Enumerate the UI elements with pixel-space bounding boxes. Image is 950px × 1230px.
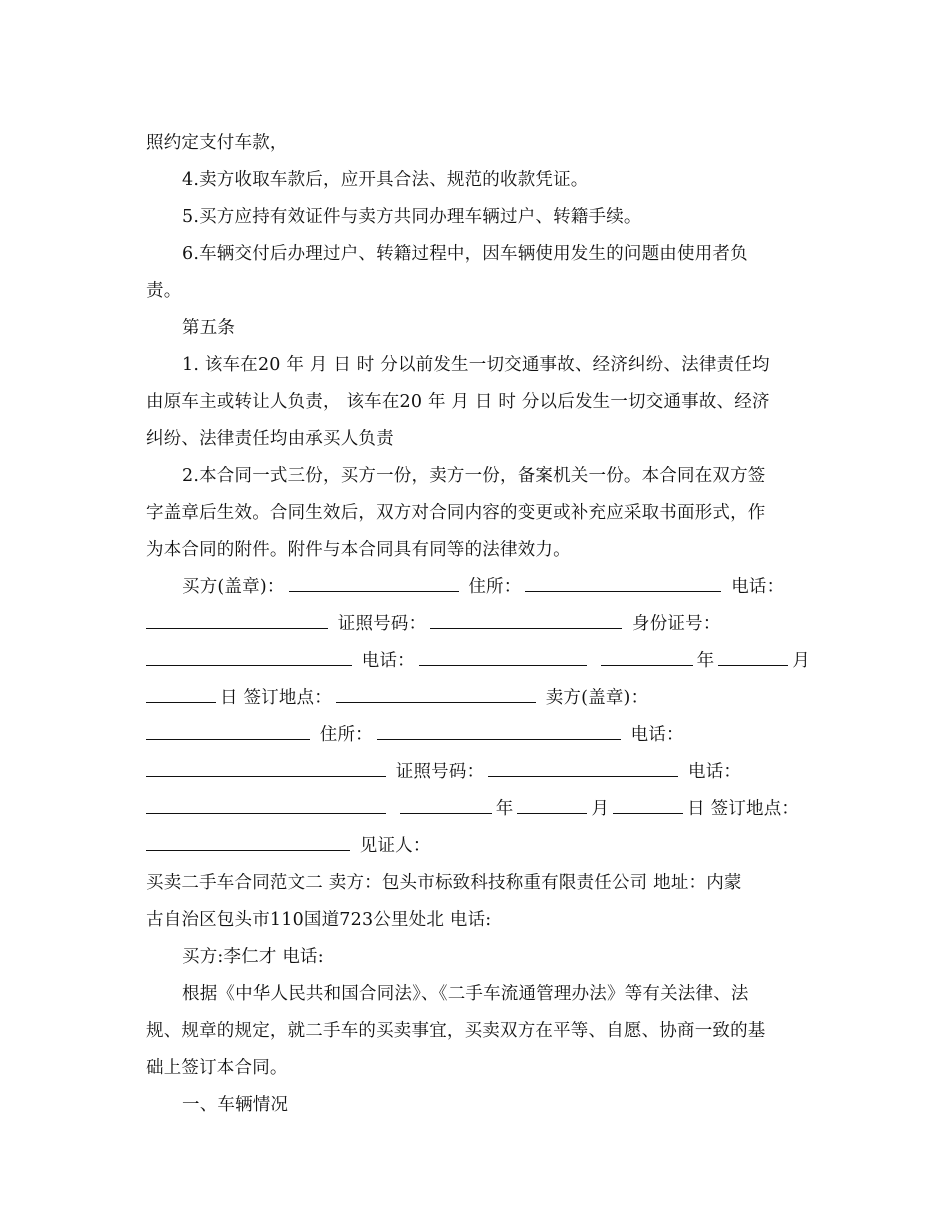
buyer-seal-blank xyxy=(289,575,459,592)
seller-seal-blank xyxy=(146,723,310,740)
month-blank xyxy=(517,797,587,814)
license-no-blank xyxy=(488,760,678,777)
phone-label: 电话： xyxy=(630,725,684,745)
day-blank xyxy=(146,686,216,703)
seller-seal-label: 卖方(盖章)： xyxy=(545,688,649,708)
text-line: 2.本合同一式三份，买方一份，卖方一份，备案机关一份。本合同在双方签 xyxy=(182,466,766,486)
form-line xyxy=(146,686,806,710)
phone-label: 电话： xyxy=(688,762,742,782)
id-no-label: 身份证号： xyxy=(632,614,721,634)
text-line: 4.卖方收取车款后，应开具合法、规范的收款凭证。 xyxy=(182,170,589,190)
text-line: 1. 该车在20 年 月 日 时 分以前发生一切交通事故、经济纠纷、法律责任均 xyxy=(182,355,770,375)
address-blank xyxy=(377,723,621,740)
address-blank xyxy=(525,575,721,592)
text-line: 规、规章的规定，就二手车的买卖事宜，买卖双方在平等、自愿、协商一致的基 xyxy=(146,1021,766,1041)
phone-blank xyxy=(419,649,587,666)
text-line: 纠纷、法律责任均由承买人负责 xyxy=(146,429,394,449)
phone-blank xyxy=(146,612,328,629)
sign-place-blank xyxy=(146,834,350,851)
section-heading: 第五条 xyxy=(182,318,236,338)
buyer-line: 买方:李仁才 电话: xyxy=(182,947,324,967)
license-no-label: 证照号码： xyxy=(337,614,427,634)
text-line: 古自治区包头市110国道723公里处北 电话: xyxy=(146,910,492,930)
month-label: 月 xyxy=(792,651,811,671)
form-line xyxy=(182,575,806,599)
text-line: 础上签订本合同。 xyxy=(146,1058,288,1078)
phone-label: 电话： xyxy=(731,577,785,597)
buyer-seal-label: 买方(盖章)： xyxy=(182,577,285,597)
form-line xyxy=(146,797,806,821)
form-line xyxy=(146,760,806,784)
form-line xyxy=(146,612,806,636)
id-no-blank xyxy=(146,649,352,666)
day-sign-place-label: 日 签订地点： xyxy=(220,688,332,708)
year-blank xyxy=(601,649,693,666)
day-blank xyxy=(613,797,683,814)
year-label: 年 xyxy=(495,799,514,819)
phone-blank xyxy=(146,797,386,814)
address-label: 住所： xyxy=(319,725,373,745)
form-line xyxy=(146,723,806,747)
text-line: 责。 xyxy=(146,281,182,301)
text-line: 由原车主或转让人负责， 该车在20 年 月 日 时 分以后发生一切交通事故、经济 xyxy=(146,392,770,412)
month-blank xyxy=(718,649,788,666)
year-blank xyxy=(400,797,492,814)
day-sign-place-label: 日 签订地点： xyxy=(687,799,800,819)
year-label: 年 xyxy=(696,651,715,671)
text-line: 6.车辆交付后办理过户、转籍过程中，因车辆使用发生的问题由使用者负 xyxy=(182,244,748,264)
contract2-title-line: 买卖二手车合同范文二 卖方：包头市标致科技称重有限责任公司 地址：内蒙 xyxy=(146,873,742,893)
form-line xyxy=(146,649,811,673)
witness-label: 见证人： xyxy=(359,836,431,856)
text-line: 字盖章后生效。合同生效后，双方对合同内容的变更或补充应采取书面形式，作 xyxy=(146,503,766,523)
license-no-label: 证照号码： xyxy=(395,762,485,782)
text-line: 根据《中华人民共和国合同法》、《二手车流通管理办法》等有关法律、法 xyxy=(182,984,749,1004)
text-line: 为本合同的附件。附件与本合同具有同等的法律效力。 xyxy=(146,540,571,560)
month-label: 月 xyxy=(591,799,610,819)
text-line: 照约定支付车款， xyxy=(146,133,288,153)
text-line: 5.买方应持有效证件与卖方共同办理车辆过户、转籍手续。 xyxy=(182,207,642,227)
address-label: 住所： xyxy=(468,577,522,597)
sign-place-blank xyxy=(336,686,536,703)
form-line xyxy=(146,834,806,858)
phone-blank xyxy=(146,760,386,777)
section-heading: 一、车辆情况 xyxy=(182,1095,289,1115)
license-no-blank xyxy=(430,612,622,629)
phone-label: 电话： xyxy=(361,651,415,671)
